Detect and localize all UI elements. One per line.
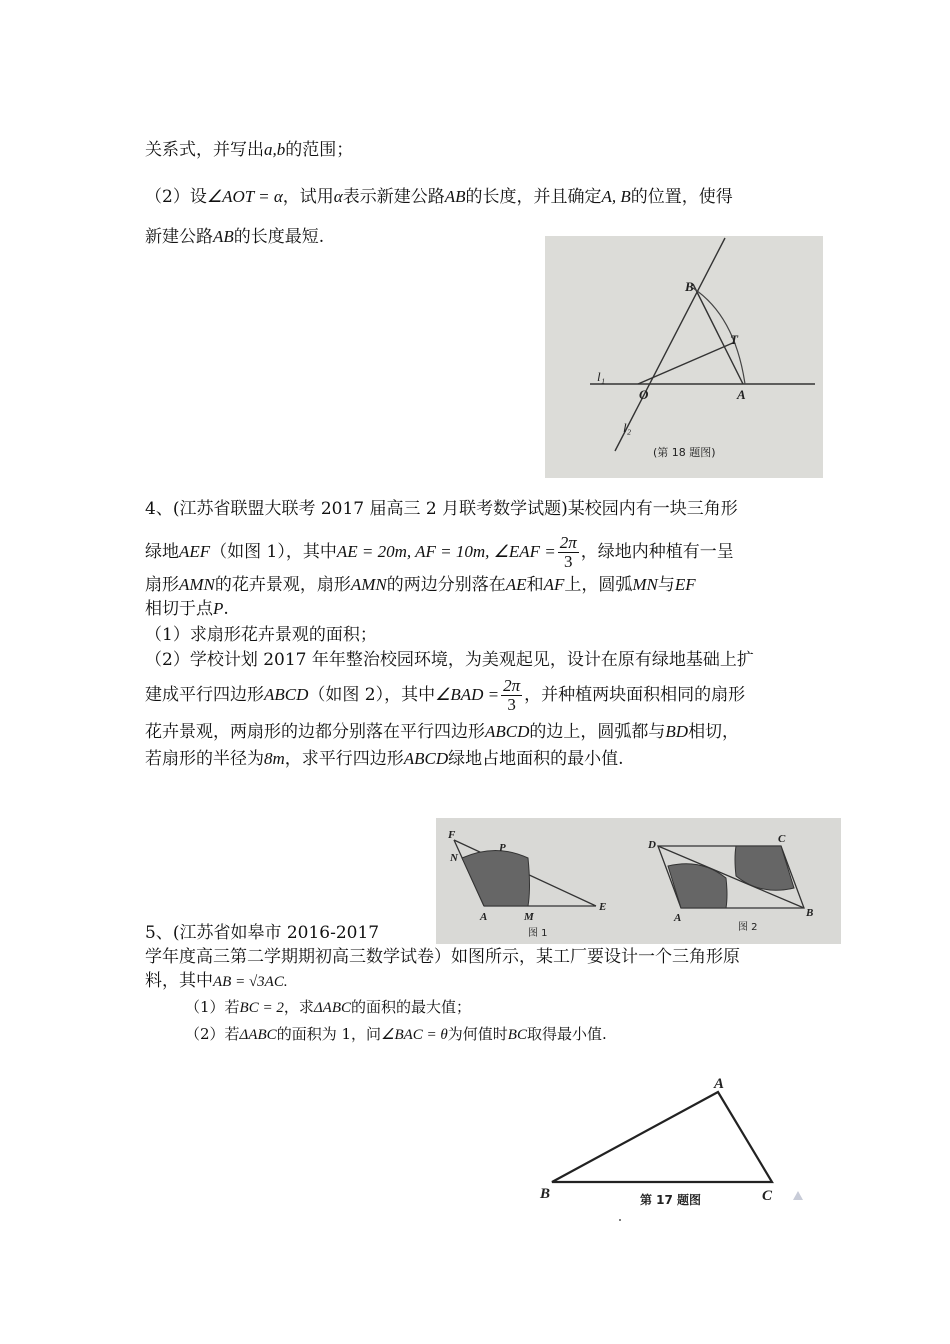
q4-line4 bbox=[145, 598, 229, 620]
text: 的长度最短. bbox=[233, 227, 325, 247]
text: 与 bbox=[657, 575, 675, 595]
math-angle-bad: ∠BAD = bbox=[435, 685, 500, 704]
text: （1）若 bbox=[185, 998, 240, 1016]
math-angle-bac: ∠BAC = θ bbox=[381, 1027, 448, 1043]
text: （2）若 bbox=[185, 1025, 240, 1043]
label-m: M bbox=[524, 911, 534, 923]
label-c: C bbox=[778, 833, 786, 845]
label-c: C bbox=[762, 1188, 773, 1204]
figure-17-diagram bbox=[530, 1070, 820, 1240]
label-a: A bbox=[737, 387, 746, 402]
label-l2: l₂ bbox=[623, 420, 632, 435]
label-d: D bbox=[648, 839, 656, 851]
figure-q4 bbox=[436, 818, 841, 944]
figure-17 bbox=[530, 1070, 820, 1240]
math-abcd: ABCD bbox=[403, 749, 449, 768]
label-a2: A bbox=[674, 912, 682, 924]
figure-18 bbox=[545, 236, 823, 478]
text: 的面积为 1，问 bbox=[276, 1025, 381, 1043]
q3-line1 bbox=[145, 139, 353, 161]
text: 新建公路 bbox=[145, 227, 213, 247]
q3-part2-line2 bbox=[145, 226, 324, 248]
math-ab: AB bbox=[444, 187, 466, 206]
fig2-caption: 图 2 bbox=[738, 922, 758, 933]
frac-den: 3 bbox=[507, 695, 516, 714]
label-o: O bbox=[639, 387, 649, 402]
text: 绿地占地面积的最小值. bbox=[448, 749, 624, 769]
triangle-marker-icon bbox=[793, 1191, 803, 1200]
text: ，绿地内种植有一呈 bbox=[580, 542, 734, 562]
math-bc: BC bbox=[507, 1027, 527, 1043]
fig1-caption: 图 1 bbox=[528, 928, 548, 939]
text: 4、(江苏省联盟大联考 2017 届高三 2 月联考数学试题)某校园内有一块三角形 bbox=[145, 499, 738, 519]
math-8m: 8m bbox=[264, 749, 285, 768]
math-ae: AE bbox=[505, 575, 527, 594]
text: 学年度高三第二学期期初高三数学试卷）如图所示，某工厂要设计一个三角形原 bbox=[145, 947, 740, 967]
text: 的位置，使得 bbox=[630, 187, 733, 207]
math-bd: BD bbox=[665, 722, 689, 741]
math-aef: AEF bbox=[179, 542, 211, 561]
label-p: P bbox=[499, 842, 506, 854]
text: 料，其中 bbox=[145, 971, 213, 991]
figure-q4-diagram bbox=[436, 818, 841, 944]
label-n: N bbox=[450, 852, 458, 864]
text: （2）学校计划 2017 年年整治校园环境，为美观起见，设计在原有绿地基础上扩 bbox=[145, 650, 754, 670]
text: 的长度，并且确定 bbox=[465, 187, 602, 207]
q4-sub2-line2 bbox=[145, 673, 745, 717]
label-f: F bbox=[448, 829, 456, 841]
q5-line2 bbox=[145, 946, 740, 968]
fraction-2pi-3 bbox=[501, 677, 522, 714]
text: 相切， bbox=[688, 722, 740, 742]
math-ab: AB bbox=[213, 227, 234, 246]
text: ，求平行四边形 bbox=[284, 749, 404, 769]
math-abcd: ABCD bbox=[485, 722, 530, 741]
text: （2）设 bbox=[145, 187, 207, 207]
text: 表示新建公路 bbox=[342, 187, 445, 207]
q4-line1 bbox=[145, 498, 738, 520]
math-a-b: A, B bbox=[601, 187, 631, 206]
text: ，试用 bbox=[282, 187, 334, 207]
text: 的花卉景观，扇形 bbox=[214, 575, 351, 595]
math-abcd: ABCD bbox=[264, 685, 309, 704]
text: （如图 2），其中 bbox=[308, 685, 436, 705]
text: 相切于点 bbox=[145, 599, 213, 619]
math-bc-2: BC = 2 bbox=[239, 1000, 284, 1016]
text: （1）求扇形花卉景观的面积； bbox=[145, 625, 377, 645]
math-ef: EF bbox=[674, 575, 696, 594]
q4-sub1 bbox=[145, 624, 377, 646]
math-mn: MN bbox=[632, 575, 658, 594]
frac-num: 2π bbox=[503, 676, 521, 695]
text: 和 bbox=[526, 575, 544, 595]
text: ，并种植两块面积相同的扇形 bbox=[524, 685, 746, 705]
math-angle-aot: ∠AOT = α bbox=[206, 187, 283, 206]
q5-line3 bbox=[145, 970, 288, 993]
text: 若扇形的半径为 bbox=[145, 749, 264, 769]
q5-sub1 bbox=[185, 996, 471, 1019]
label-b: B bbox=[685, 279, 694, 294]
label-l1: l₁ bbox=[597, 369, 606, 384]
text: 为何值时 bbox=[447, 1025, 508, 1043]
figure-18-diagram bbox=[545, 236, 823, 478]
math-triangle-abc: ΔABC bbox=[239, 1027, 277, 1043]
text: ，求 bbox=[283, 998, 314, 1016]
math-alpha: α bbox=[333, 187, 343, 206]
q4-line3 bbox=[145, 574, 696, 596]
math-amn: AMN bbox=[179, 575, 215, 594]
label-a: A bbox=[714, 1076, 725, 1092]
text: . bbox=[223, 599, 229, 619]
text: 的边上，圆弧都与 bbox=[529, 722, 666, 742]
math-triangle-abc: ΔABC bbox=[313, 1000, 351, 1016]
math-ab: a,b bbox=[264, 140, 286, 159]
text: 花卉景观，两扇形的边都分别落在平行四边形 bbox=[145, 722, 485, 742]
frac-num: 2π bbox=[559, 533, 577, 552]
q5-line1 bbox=[145, 922, 379, 944]
figure-17-caption: 第 17 题图 bbox=[640, 1193, 702, 1207]
q4-sub2-line4 bbox=[145, 748, 624, 770]
text: 5、(江苏省如皋市 2016-2017 bbox=[145, 923, 380, 943]
q4-line2 bbox=[145, 530, 734, 574]
text: 关系式，并写出 bbox=[145, 140, 264, 160]
math-amn: AMN bbox=[350, 575, 387, 594]
fraction-2pi-3 bbox=[558, 534, 579, 571]
text: 的面积的最大值； bbox=[351, 998, 472, 1016]
text: 扇形 bbox=[145, 575, 179, 595]
math-ab-sqrt3-ac: AB = √3AC. bbox=[213, 974, 288, 990]
q4-sub2-line1 bbox=[145, 649, 754, 671]
math-conditions: AE = 20m, AF = 10m, ∠EAF = bbox=[336, 542, 556, 561]
math-p: P bbox=[213, 599, 224, 618]
frac-den: 3 bbox=[564, 552, 573, 571]
text: 取得最小值. bbox=[526, 1025, 607, 1043]
q5-sub2 bbox=[185, 1023, 607, 1046]
text: 绿地 bbox=[145, 542, 179, 562]
text: 建成平行四边形 bbox=[145, 685, 264, 705]
label-t: T bbox=[730, 332, 738, 347]
math-af: AF bbox=[543, 575, 565, 594]
text: 的范围； bbox=[285, 140, 354, 160]
text: 的两边分别落在 bbox=[386, 575, 506, 595]
text: 上，圆弧 bbox=[564, 575, 633, 595]
text: （如图 1），其中 bbox=[210, 542, 337, 562]
label-b: B bbox=[806, 907, 814, 919]
label-b: B bbox=[540, 1186, 551, 1202]
q4-sub2-line3 bbox=[145, 721, 739, 743]
label-e: E bbox=[599, 901, 607, 913]
q3-part2-line1 bbox=[145, 186, 733, 208]
label-a: A bbox=[480, 911, 488, 923]
figure-18-caption: (第 18 题图) bbox=[653, 446, 716, 459]
